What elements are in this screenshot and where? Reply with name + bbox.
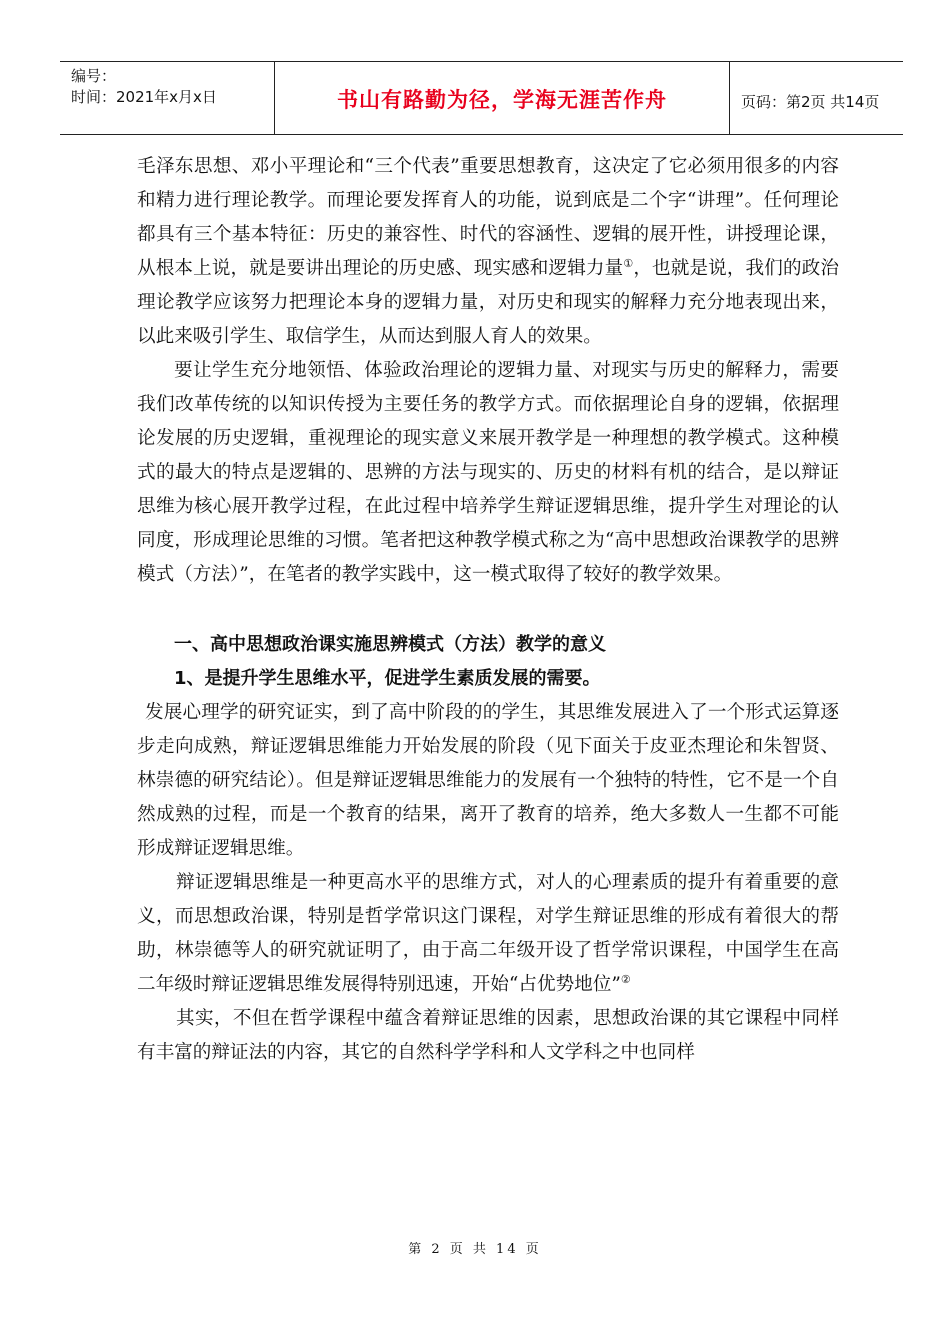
footnote-marker: ① <box>623 257 634 270</box>
footnote-marker: ② <box>620 973 631 986</box>
paragraph: 要让学生充分地领悟、体验政治理论的逻辑力量、对现实与历史的解释力，需要我们改革传统的以知识传授为主要任务的教学方式。而依据理论自身的逻辑，依据理论发展的历史逻辑，重视理论的现实意义来展开教学是一种理想的教学模式。这种模式的最大的特点是逻辑的、思辨的方法与现实的、历史的材料有机的结合，是以辩证思维为核心展开教学过程，在此过程中培养学生辩证逻辑思维，提升学生对理论的认同度，形成理论思维的习惯。笔者把这种教学模式称之为“高中思想政治课教学的思辨模式（方法）”，在笔者的教学实践中，这一模式取得了较好的教学效果。 <box>137 360 839 585</box>
number-label: 编号： <box>71 67 117 85</box>
document-header <box>60 61 903 135</box>
paragraph <box>137 866 839 1002</box>
paragraph <box>137 150 839 354</box>
paragraph-text: 毛泽东思想、邓小平理论和“三个代表”重要思想教育，这决定了它必须用很多的内容和精力进行理论教学。而理论要发挥育人的功能，说到底是二个字“讲理”。任何理论都具有三个基本特征：历史的兼容性、时代的容涵性、逻辑的展开性，讲授理论课，从根本上说，就是要讲出理论的历史感、现实感和逻辑力量 <box>137 156 839 279</box>
header-motto-cell <box>275 62 730 134</box>
document-body <box>137 150 839 1070</box>
page-footer: 第 2 页 共 14 页 <box>408 1242 542 1257</box>
paragraph: 发展心理学的研究证实，到了高中阶段的的学生，其思维发展进入了一个形式运算逐步走向成熟，辩证逻辑思维能力开始发展的阶段（见下面关于皮亚杰理论和朱智贤、林崇德的研究结论）。但是辩证逻辑思维能力的发展有一个独特的特性，它不是一个自然成熟的过程，而是一个教育的结果，离开了教育的培养，绝大多数人一生都不可能形成辩证逻辑思维。 <box>137 702 839 859</box>
header-page-cell <box>730 62 903 134</box>
time-label: 时间：2021年x月x日 <box>71 88 217 106</box>
paragraph-text: 辩证逻辑思维是一种更高水平的思维方式，对人的心理素质的提升有着重要的意义，而思想政治课，特别是哲学常识这门课程，对学生辩证思维的形成有着很大的帮助，林崇德等人的研究就证明了，由于高二年级开设了哲学常识课程，中国学生在高二年级时辩证逻辑思维发展得特别迅速，开始“占优势地位” <box>137 872 839 995</box>
paragraph: 其实，不但在哲学课程中蕴含着辩证思维的因素，思想政治课的其它课程中同样有丰富的辩证法的内容，其它的自然科学学科和人文学科之中也同样 <box>137 1008 839 1063</box>
page-label: 页码：第2页 共14页 <box>741 93 880 111</box>
subsection-heading: 1、是提升学生思维水平，促进学生素质发展的需要。 <box>174 668 601 689</box>
spacer <box>137 592 839 628</box>
paragraph-text: ，也就是说，我们的政治理论教学应该努力把理论本身的逻辑力量，对历史和现实的解释力充分地表现出来，以此来吸引学生、取信学生，从而达到服人育人的效果。 <box>137 258 839 347</box>
header-meta-cell <box>60 62 275 134</box>
section-heading: 一、高中思想政治课实施思辨模式（方法）教学的意义 <box>174 634 606 655</box>
motto: 书山有路勤为径，学海无涯苦作舟 <box>337 88 667 112</box>
